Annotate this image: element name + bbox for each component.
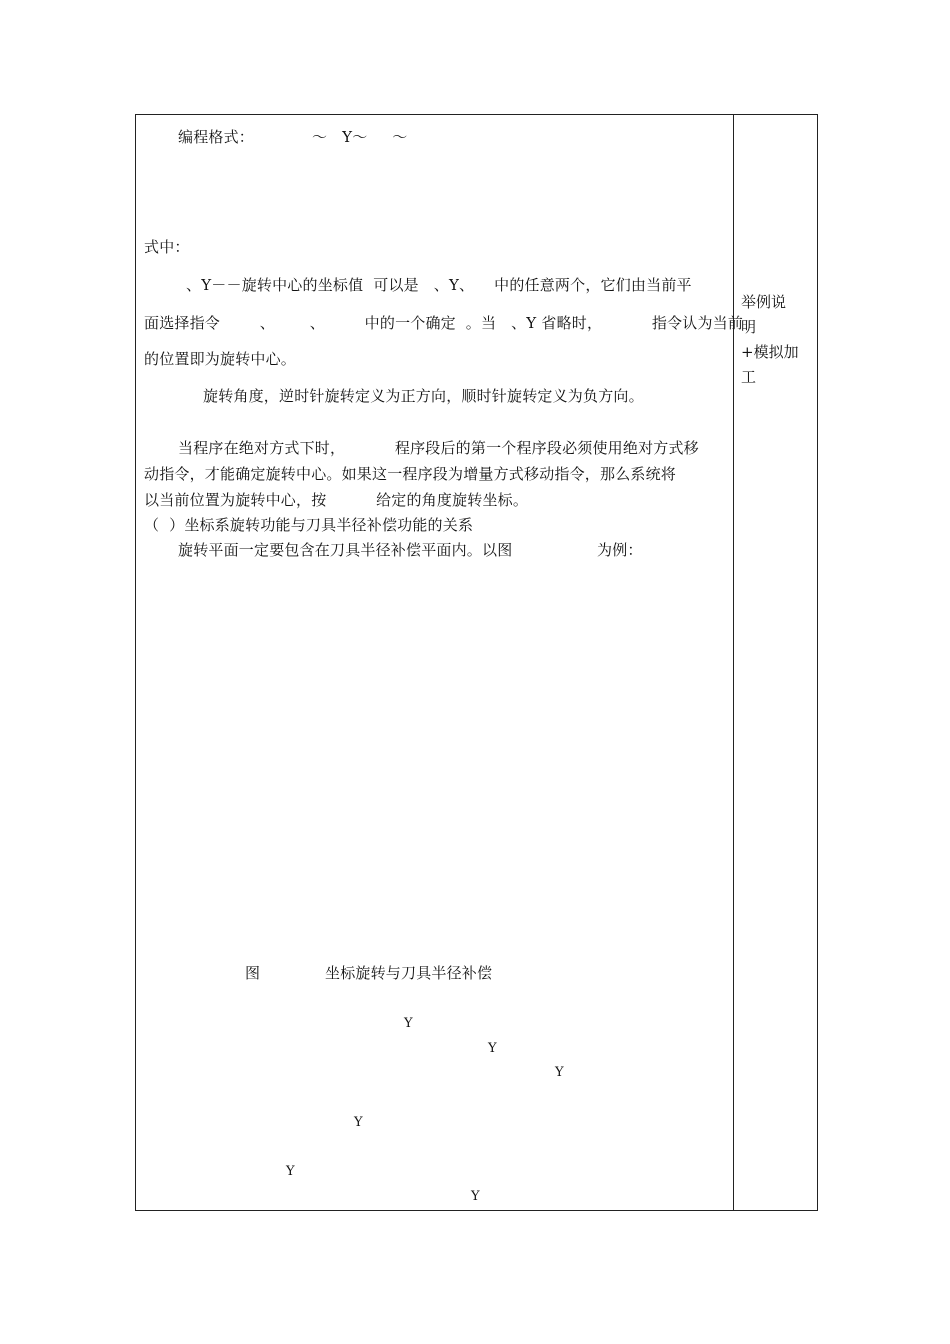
figure-caption: 坐标旋转与刀具半径补偿 [325, 964, 493, 982]
absolute-mode-line-3: 以当前位置为旋转中心，按 给定的角度旋转坐标。 [144, 491, 529, 509]
figure-placeholder [144, 570, 724, 955]
description-line-3: 的位置即为旋转中心。 [144, 350, 297, 368]
formula-intro: 式中： [144, 238, 190, 256]
side-note [741, 290, 811, 390]
side-note-line: 举例说 [741, 293, 787, 311]
side-note-line: 工 [741, 368, 757, 386]
y-axis-label: Y [555, 1065, 564, 1080]
absolute-mode-line-1: 当程序在绝对方式下时， 程序段后的第一个程序段必须使用绝对方式移 [178, 439, 699, 457]
absolute-mode-line-2: 动指令，才能确定旋转中心。如果这一程序段为增量方式移动指令，那么系统将 [144, 465, 677, 483]
side-note-line: 明 [741, 318, 757, 336]
format-label: 编程格式： [178, 128, 255, 146]
y-axis-label: Y [354, 1115, 363, 1130]
side-note-line: +模拟加 [741, 343, 799, 361]
column-divider [733, 114, 734, 1211]
y-axis-label: Y [286, 1164, 295, 1179]
description-line-2: 面选择指令 、 、 中的一个确定 。当 、Y 省略时， 指令认为当前 [144, 314, 744, 332]
rotation-angle-note: 旋转角度，逆时针旋转定义为正方向，顺时针旋转定义为负方向。 [203, 387, 644, 405]
description-line-1: 、Y－－旋转中心的坐标值 可以是 、Y、 中的任意两个，它们由当前平 [186, 276, 692, 294]
figure-caption-prefix: 图 [245, 964, 261, 982]
format-tokens: ～ Y～ ～ [312, 128, 408, 146]
y-axis-label: Y [404, 1016, 413, 1031]
section-heading: （ ）坐标系旋转功能与刀具半径补偿功能的关系 [144, 516, 474, 534]
section-line-1-tail: 为例： [597, 541, 643, 559]
y-axis-label: Y [488, 1041, 497, 1056]
section-line-1: 旋转平面一定要包含在刀具半径补偿平面内。以图 [178, 541, 513, 559]
y-axis-label: Y [471, 1189, 480, 1204]
